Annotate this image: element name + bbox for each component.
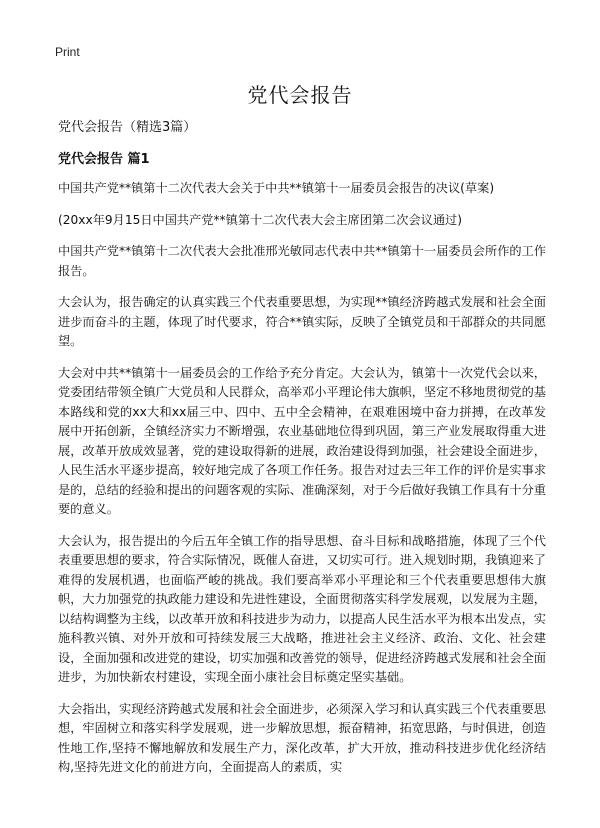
body-paragraph: 大会认为，报告确定的认真实践三个代表重要思想，为实现**镇经济跨越式发展和社会全面进步而奋斗的主题，体现了时代要求，符合**镇实际，反映了全镇党员和干部群众的共同愿望。 [58, 295, 546, 348]
print-label: Print [55, 45, 80, 59]
body-paragraph: 大会指出，实现经济跨越式发展和社会全面进步，必须深入学习和认真实践三个代表重要思想，牢固树立和落实科学发展观，进一步解放思想，振奋精神，拓宽思路，与时俱进，创造性地工作,坚持不懈地解放和发展生产力，深化改革，扩大开放，推动科技进步优化经济结构,坚持先进文化的前进方向，全面提高人的素质，实 [58, 701, 546, 774]
document-title: 党代会报告 [247, 83, 353, 107]
body-paragraph: 中国共产党**镇第十二次代表大会批准邢光敏同志代表中共**镇第十一届委员会所作的工作报告。 [58, 244, 546, 278]
document-subtitle: 党代会报告（精选3篇） [58, 120, 197, 135]
section-heading: 党代会报告 篇1 [58, 152, 150, 167]
body-paragraph: 大会对中共**镇第十一届委员会的工作给予充分肯定。大会认为，镇第十一次党代会以来，党委团结带领全镇广大党员和人民群众，高举邓小平理论伟大旗帜，坚定不移地贯彻党的基本路线和党的xx大和xx届三中、四中、五中全会精神，在艰难困境中奋力拼搏，在改革发展中开拓创新，全镇经济实力不断增强，农业基础地位得到巩固，第三产业发展取得重大进展，改革开放成效显著，党的建设取得新的进展，政治建设得到加强，社会建设全面进步，人民生活水平逐步提高，较好地完成了各项工作任务。报告对过去三年工作的评价是实事求是的，总结的经验和提出的问题客观的实际、准确深刻，对于今后做好我镇工作具有十分重要的意义。 [58, 365, 546, 516]
resolution-date-paragraph: (20xx年9月15日中国共产党**镇第十二次代表大会主席团第二次会议通过) [58, 212, 462, 227]
body-paragraph: 大会认为，报告提出的今后五年全镇工作的指导思想、奋斗目标和战略措施，体现了三个代表重要思想的要求，符合实际情况，既催人奋进，又切实可行。进入规划时期，我镇迎来了难得的发展机遇，也面临严峻的挑战。我们要高举邓小平理论和三个代表重要思想伟大旗帜，大力加强党的执政能力建设和先进性建设，全面贯彻落实科学发展观，以发展为主题，以结构调整为主线，以改革开放和科技进步为动力，以提高人民生活水平为根本出发点，实施科教兴镇、对外开放和可持续发展三大战略，推进社会主义经济、政治、文化、社会建设，全面加强和改进党的建设，切实加强和改善党的领导，促进经济跨越式发展和社会全面进步，为加快新农村建设，实现全面小康社会目标奠定坚实基础。 [58, 533, 546, 684]
resolution-title-paragraph: 中国共产党**镇第十二次代表大会关于中共**镇第十一届委员会报告的决议(草案) [58, 181, 495, 195]
document-body [58, 118, 546, 790]
